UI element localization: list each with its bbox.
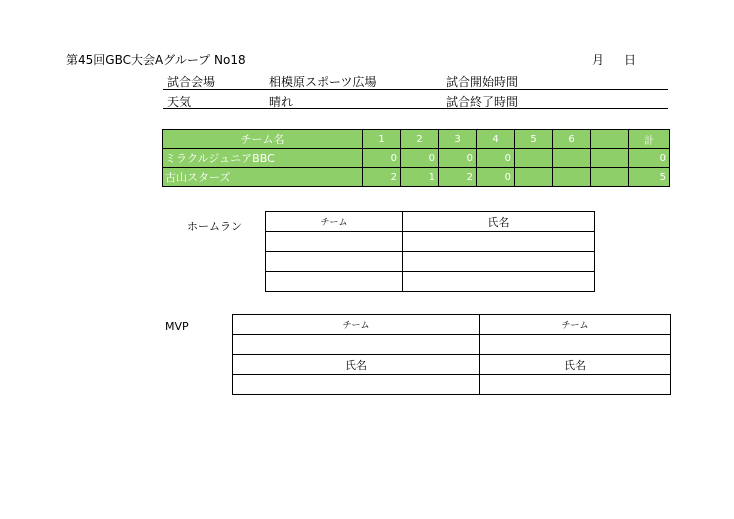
- homerun-team-header: チーム: [266, 212, 403, 232]
- table-row: [266, 252, 595, 272]
- total-cell[interactable]: 5: [629, 168, 670, 187]
- inning-header: 4: [477, 130, 515, 149]
- mvp-name-header: 氏名: [480, 355, 671, 375]
- team-name-header: チーム名: [163, 130, 363, 149]
- team-name-cell[interactable]: ミラクルジュニアBBC: [163, 149, 363, 168]
- scoreboard-table: [162, 129, 670, 187]
- score-cell[interactable]: [515, 149, 553, 168]
- homerun-name-cell[interactable]: [403, 272, 595, 292]
- total-header: 計: [629, 130, 670, 149]
- venue-label: 試合会場: [167, 75, 216, 89]
- total-cell[interactable]: 0: [629, 149, 670, 168]
- score-cell[interactable]: 0: [477, 149, 515, 168]
- day-label: 日: [624, 53, 637, 67]
- table-row: [163, 149, 670, 168]
- weather-value: 晴れ: [269, 95, 294, 109]
- homerun-name-cell[interactable]: [403, 252, 595, 272]
- homerun-name-cell[interactable]: [403, 232, 595, 252]
- venue-row: [163, 72, 668, 90]
- inning-header: 6: [553, 130, 591, 149]
- score-cell[interactable]: [553, 149, 591, 168]
- mvp-label: MVP: [165, 320, 189, 333]
- homerun-label: ホームラン: [187, 220, 242, 233]
- score-cell[interactable]: 0: [401, 149, 439, 168]
- homerun-team-cell[interactable]: [266, 272, 403, 292]
- score-cell[interactable]: 0: [363, 149, 401, 168]
- mvp-team-cell[interactable]: [233, 335, 480, 355]
- month-label: 月: [592, 53, 605, 67]
- start-time-label: 試合開始時間: [446, 75, 519, 89]
- inning-header: 2: [401, 130, 439, 149]
- scoreboard-header-row: [163, 130, 670, 149]
- homerun-name-header: 氏名: [403, 212, 595, 232]
- score-cell[interactable]: [591, 149, 629, 168]
- inning-header: 3: [439, 130, 477, 149]
- mvp-team-cell[interactable]: [480, 335, 671, 355]
- weather-label: 天気: [167, 95, 192, 109]
- mvp-name-header-row: [233, 355, 671, 375]
- homerun-team-cell[interactable]: [266, 232, 403, 252]
- mvp-team-header-row: [233, 315, 671, 335]
- table-row: [233, 335, 671, 355]
- venue-value: 相模原スポーツ広場: [269, 75, 377, 89]
- score-cell[interactable]: [553, 168, 591, 187]
- inning-header: 1: [363, 130, 401, 149]
- score-cell[interactable]: 0: [477, 168, 515, 187]
- mvp-team-header: チーム: [233, 315, 480, 335]
- table-row: [266, 272, 595, 292]
- homerun-table: [265, 211, 595, 292]
- inning-header: 5: [515, 130, 553, 149]
- mvp-name-header: 氏名: [233, 355, 480, 375]
- score-cell[interactable]: 2: [363, 168, 401, 187]
- score-cell[interactable]: [515, 168, 553, 187]
- mvp-name-cell[interactable]: [233, 375, 480, 395]
- score-cell[interactable]: 2: [439, 168, 477, 187]
- homerun-header-row: [266, 212, 595, 232]
- table-row: [266, 232, 595, 252]
- form-title: 第45回GBC大会Aグループ No18: [66, 53, 246, 67]
- inning-header: [591, 130, 629, 149]
- team-name-cell[interactable]: 古山スターズ: [163, 168, 363, 187]
- score-cell[interactable]: 1: [401, 168, 439, 187]
- mvp-team-header: チーム: [480, 315, 671, 335]
- mvp-table: [232, 314, 671, 395]
- mvp-name-cell[interactable]: [480, 375, 671, 395]
- homerun-team-cell[interactable]: [266, 252, 403, 272]
- score-cell[interactable]: 0: [439, 149, 477, 168]
- info-bottom-line: [163, 108, 668, 109]
- table-row: [163, 168, 670, 187]
- info-divider: [163, 89, 668, 90]
- score-cell[interactable]: [591, 168, 629, 187]
- end-time-label: 試合終了時間: [446, 95, 519, 109]
- table-row: [233, 375, 671, 395]
